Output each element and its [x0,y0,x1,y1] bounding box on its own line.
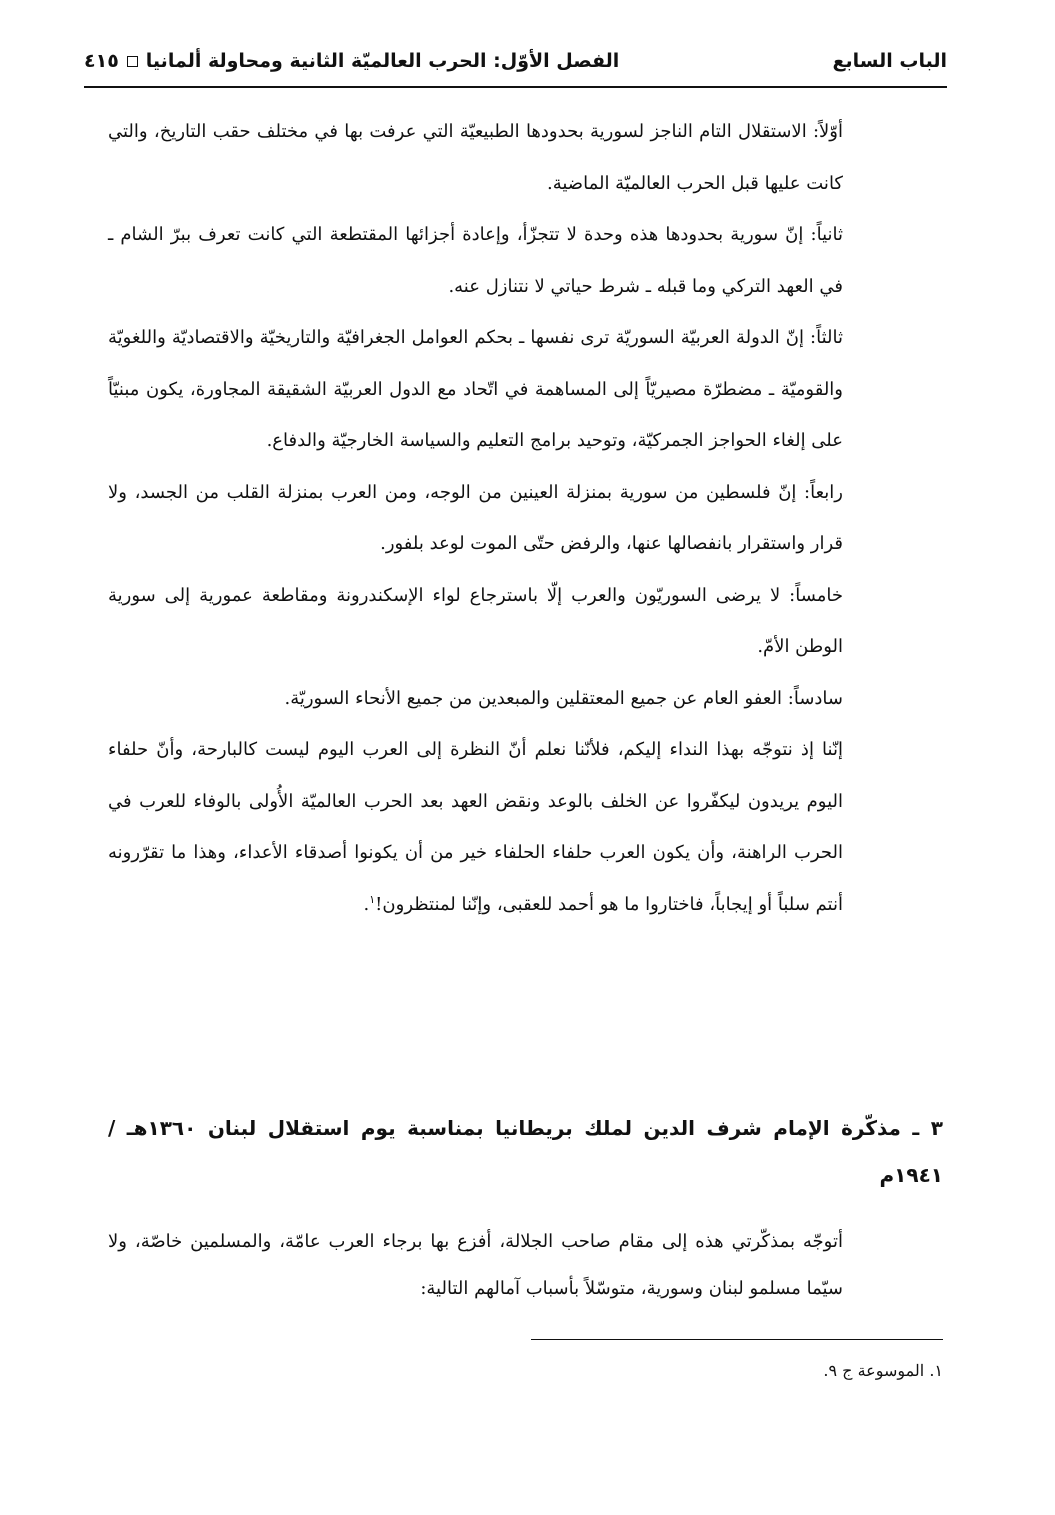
section-heading: ٣ ـ مذكّرة الإمام شرف الدين لملك بريطانيا بمناسبة يوم استقلال لبنان ١٣٦٠هـ / ١٩٤١م [108,1116,943,1187]
header-title-group [84,50,619,72]
paragraph-sixth: سادساً: العفو العام عن جميع المعتقلين والمبعدين من جميع الأنحاء السوريّة. [284,687,843,709]
closing-paragraph [108,724,843,930]
running-header [84,46,947,76]
paragraph-fourth: رابعاً: إنّ فلسطين من سورية بمنزلة العينين من الوجه، ومن العرب بمنزلة القلب من الجسد، ولا قرار واستقرار بانفصالها عنها، والرفض حتّى الموت لوعد بلفور. [108,481,843,554]
closing-period: . [363,893,370,915]
closing-text: إنّنا إذ نتوجّه بهذا النداء إليكم، فلأنّنا نعلم أنّ النظرة إلى العرب اليوم ليست كالبارحة، وأنّ حلفاء اليوم يريدون ليكفّروا عن الخلف بالوعد ونقض العهد بعد الحرب العالميّة الأُولى بالوفاء للعرب في الحرب الراهنة، وأن يكون العرب حلفاء الحلفاء خير من أن يكونوا أصدقاء الأعداء، وهذا ما تقرّرونه أنتم سلباً أو إيجاباً، فاختاروا ما هو أحمد للعقبى، وإنّنا لمنتظرون! [108,739,843,915]
footnote-marker: ١ [369,892,376,906]
paragraph-fifth: خامساً: لا يرضى السوريّون والعرب إلّا باسترجاع لواء الإسكندرونة ومقاطعة عمورية إلى سورية الوطن الأمّ. [108,584,843,657]
chapter-label: الباب السابع [832,50,947,72]
page-number: ٤١٥ [84,50,119,72]
paragraph-second: ثانياً: إنّ سورية بحدودها هذه وحدة لا تتجزّأ، وإعادة أجزائها المقتطعة التي كانت تعرف ببرّ الشام ـ في العهد التركي وما قبله ـ شرط حياتي لا نتنازل عنه. [108,224,843,297]
section-title: الفصل الأوّل: الحرب العالميّة الثانية ومحاولة ألمانيا [145,50,620,72]
paragraph-first: أوّلاً: الاستقلال التام الناجز لسورية بحدودها الطبيعيّة التي عرفت بها في مختلف حقب التاريخ، والتي كانت عليها قبل الحرب العالميّة الماضية. [108,121,843,194]
footnote-divider [531,1339,943,1340]
footnote: ١. الموسوعة ج ٩. [823,1361,943,1380]
section-body [108,1218,843,1312]
paragraph-third: ثالثاً: إنّ الدولة العربيّة السوريّة ترى نفسها ـ بحكم العوامل الجغرافيّة والتاريخيّة والاقتصاديّة واللغويّة والقوميّة ـ مضطرّة مصيريّاً إلى المساهمة في اتّحاد مع الدول العربيّة الشقيقة المجاورة، يكون مبنيّاً على إلغاء الحواجز الجمركيّة، وتوحيد برامج التعليم والسياسة الخارجيّة والدفاع. [108,327,843,451]
section-paragraph: أتوجّه بمذكّرتي هذه إلى مقام صاحب الجلالة، أفزع بها برجاء العرب عامّة، والمسلمين خاصّة، ولا سيّما مسلمو لبنان وسورية، متوسّلاً بأسباب آمالهم التالية: [108,1231,843,1299]
square-separator-icon [127,56,138,67]
main-text [108,106,843,930]
header-divider [84,86,947,88]
